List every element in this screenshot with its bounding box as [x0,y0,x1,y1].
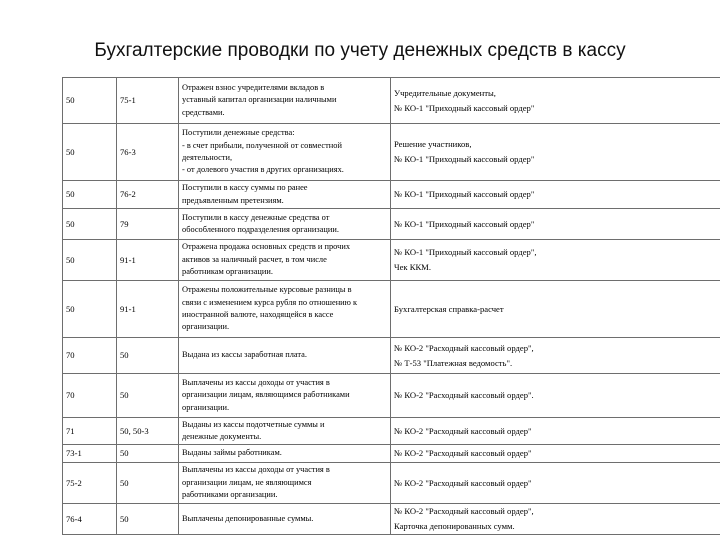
description-line: Выплачены депонированные суммы. [182,513,314,523]
credit-account-cell: 50, 50-3 [117,418,179,445]
credit-account-cell: 76-2 [117,181,179,209]
description-line: - от долевого участия в других организациях. [182,165,344,175]
operation-description-cell [179,240,391,281]
document-line: № КО-2 "Расходный кассовый ордер" [394,425,532,436]
description-line: связи с изменением курса рубля по отношению к [182,297,358,307]
credit-account-cell: 76-3 [117,124,179,181]
description-line: деятельности, [182,153,233,162]
operation-description-cell [179,338,391,374]
operation-description-cell [179,504,391,535]
credit-account-cell: 50 [117,504,179,535]
entries-table [62,77,720,535]
source-documents-cell [391,463,720,504]
operation-description-cell [179,281,391,338]
document-line: Чек ККМ. [394,262,431,272]
description-line: Выданы из кассы подотчетные суммы и [182,419,325,429]
description-line: иностранной валюте, находящейся в кассе [182,310,334,319]
document-line: № КО-1 "Приходный кассовый ордер" [394,154,535,164]
document-line: № КО-1 "Приходный кассовый ордер" [394,102,535,113]
document-line: № КО-2 "Расходный кассовый ордер" [394,477,532,488]
credit-account-cell: 91-1 [117,240,179,281]
table-row [63,374,720,418]
operation-description-cell [179,181,391,209]
credit-account-cell: 75-1 [117,78,179,124]
table-row [63,418,720,445]
debit-account-cell: 50 [63,124,117,181]
description-line: уставный капитал организации наличными [182,95,337,105]
table-row [63,463,720,504]
table-row [63,338,720,374]
description-line: Поступили денежные средства: [182,128,295,138]
document-line: № КО-2 "Расходный кассовый ордер" [394,448,532,458]
debit-account-cell: 50 [63,181,117,209]
description-line: денежные документы. [182,432,262,441]
description-line: активов за наличный расчет, в том числе [182,254,327,264]
table-row [63,181,720,209]
description-line: работникам организации. [182,267,273,277]
description-line: обособленного подразделения организации. [182,225,339,234]
source-documents-cell [391,281,720,338]
source-documents-cell [391,338,720,374]
table-row [63,445,720,463]
source-documents-cell [391,374,720,418]
source-documents-cell [391,445,720,463]
table-row [63,240,720,281]
document-line: № Т-53 "Платежная ведомость". [394,357,513,368]
source-documents-cell [391,124,720,181]
debit-account-cell: 50 [63,240,117,281]
source-documents-cell [391,181,720,209]
description-line: работниками организации. [182,490,278,500]
description-line: Поступили в кассу денежные средства от [182,212,330,222]
operation-description-cell [179,374,391,418]
debit-account-cell: 50 [63,209,117,240]
table-row [63,209,720,240]
description-line: организации лицам, являющимся работниками [182,390,350,400]
credit-account-cell: 50 [117,338,179,374]
operation-description-cell [179,418,391,445]
description-line: Отражены положительные курсовые разницы в [182,285,352,295]
document-line: № КО-2 "Расходный кассовый ордер", [394,342,534,353]
document-line: № КО-1 "Приходный кассовый ордер", [394,247,537,257]
description-line: организации. [182,402,230,412]
description-line: Выплачены из кассы доходы от участия в [182,465,330,475]
source-documents-cell [391,240,720,281]
debit-account-cell: 71 [63,418,117,445]
document-line: № КО-2 "Расходный кассовый ордер". [394,390,534,400]
document-line: № КО-1 "Приходный кассовый ордер" [394,189,535,199]
document-line: Решение участников, [394,139,472,149]
description-line: средствами. [182,107,225,117]
debit-account-cell: 73-1 [63,445,117,463]
operation-description-cell [179,445,391,463]
debit-account-cell: 50 [63,78,117,124]
debit-account-cell: 70 [63,374,117,418]
description-line: Выданы займы работникам. [182,448,282,458]
table-row [63,124,720,181]
operation-description-cell [179,209,391,240]
credit-account-cell: 50 [117,463,179,504]
debit-account-cell: 75-2 [63,463,117,504]
operation-description-cell [179,463,391,504]
document-line: Карточка депонированных сумм. [394,521,515,531]
debit-account-cell: 70 [63,338,117,374]
operation-description-cell [179,124,391,181]
credit-account-cell: 79 [117,209,179,240]
table-row [63,78,720,124]
description-line: организации лицам, не являющимся [182,477,312,487]
debit-account-cell: 76-4 [63,504,117,535]
document-line: Учредительные документы, [394,87,496,98]
document-line: Бухгалтерская справка-расчет [394,303,504,314]
table-row [63,504,720,535]
credit-account-cell: 91-1 [117,281,179,338]
credit-account-cell: 50 [117,374,179,418]
source-documents-cell [391,78,720,124]
description-line: - в счет прибыли, полученной от совместной [182,140,342,150]
description-line: Поступили в кассу суммы по ранее [182,183,308,193]
description-line: предъявленным претензиям. [182,195,284,205]
document-line: № КО-1 "Приходный кассовый ордер" [394,218,535,229]
document-line: № КО-2 "Расходный кассовый ордер", [394,506,534,516]
description-line: Выдана из кассы заработная плата. [182,350,307,360]
debit-account-cell: 50 [63,281,117,338]
source-documents-cell [391,418,720,445]
credit-account-cell: 50 [117,445,179,463]
description-line: организации. [182,322,230,332]
operation-description-cell [179,78,391,124]
description-line: Выплачены из кассы доходы от участия в [182,377,330,387]
entries-table-body [63,78,720,535]
description-line: Отражен взнос учредителями вкладов в [182,82,325,92]
description-line: Отражена продажа основных средств и прочих [182,242,351,252]
table-row [63,281,720,338]
source-documents-cell [391,504,720,535]
source-documents-cell [391,209,720,240]
page-title: Бухгалтерские проводки по учету денежных средств в кассу [94,40,626,61]
